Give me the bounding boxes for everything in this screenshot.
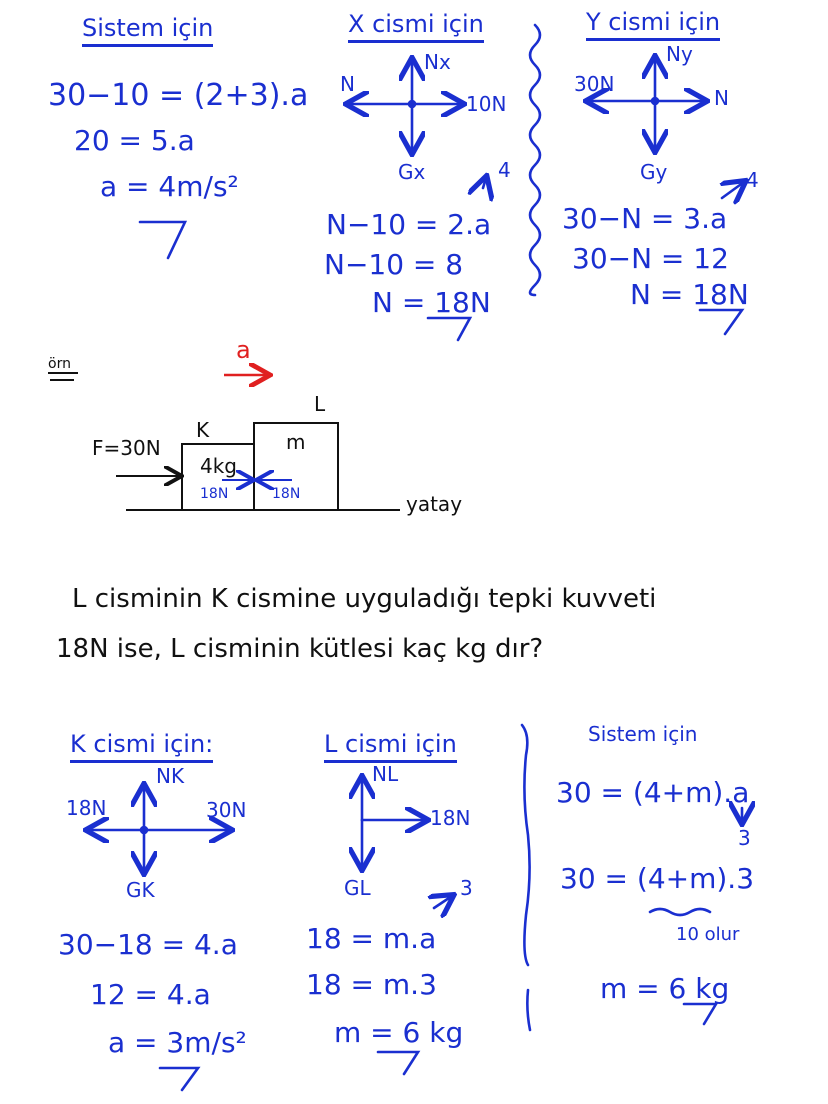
x-a-value: 4	[498, 158, 511, 182]
check-mark-icon	[428, 318, 470, 340]
question-line-2: 18N ise, L cisminin kütlesi kaç kg dır?	[56, 634, 544, 664]
system-title-top: Sistem için	[82, 14, 213, 42]
question-line-1: L cisminin K cismine uyguladığı tepki kuvveti	[72, 584, 657, 614]
system-bottom-result: m = 6 kg	[600, 972, 730, 1005]
block-k-contact-force: 18N	[200, 486, 229, 502]
x-eq-1: N−10 = 2.a	[326, 208, 492, 241]
check-mark-icon	[684, 1004, 716, 1024]
l-eq-2: 18 = m.3	[306, 968, 437, 1001]
y-force-down: Gy	[640, 160, 668, 184]
block-k-name: K	[196, 418, 210, 442]
check-mark-icon	[160, 1068, 198, 1090]
k-eq-3: a = 3m/s²	[108, 1026, 247, 1059]
x-force-down: Gx	[398, 160, 426, 184]
system-eq-1: 30−10 = (2+3).a	[48, 78, 309, 113]
x-force-up: Nx	[424, 50, 451, 74]
check-mark-icon	[378, 1052, 418, 1074]
l-force-right: 18N	[430, 806, 471, 830]
system-title-bottom: Sistem için	[588, 722, 698, 746]
ground-label: yatay	[406, 492, 463, 516]
y-a-value: 4	[746, 168, 759, 192]
y-eq-1: 30−N = 3.a	[562, 202, 728, 235]
block-l-name: L	[314, 392, 326, 416]
acceleration-label: a	[236, 336, 251, 364]
system-bottom-a-value: 3	[738, 826, 751, 850]
l-a-value: 3	[460, 876, 473, 900]
y-force-up: Ny	[666, 42, 693, 66]
k-force-right: 30N	[206, 798, 247, 822]
block-l-mass: m	[286, 430, 306, 454]
y-body-title: Y cismi için	[586, 8, 720, 36]
k-body-title: K cismi için:	[70, 730, 213, 758]
x-eq-3: N = 18N	[372, 286, 491, 319]
block-k-mass: 4kg	[200, 454, 238, 478]
k-force-left: 18N	[66, 796, 107, 820]
y-force-right: N	[714, 86, 729, 110]
example-label: örn	[48, 356, 71, 372]
y-force-left: 30N	[574, 72, 615, 96]
x-force-right: 10N	[466, 92, 507, 116]
check-mark-icon	[140, 222, 185, 258]
block-l-contact-force: 18N	[272, 486, 301, 502]
k-eq-2: 12 = 4.a	[90, 978, 211, 1011]
system-eq-3: a = 4m/s²	[100, 170, 239, 203]
l-body-title: L cismi için	[324, 730, 457, 758]
l-eq-1: 18 = m.a	[306, 922, 437, 955]
l-eq-3: m = 6 kg	[334, 1016, 464, 1049]
applied-force-label: F=30N	[92, 436, 161, 460]
l-force-down: GL	[344, 876, 371, 900]
x-body-title: X cismi için	[348, 10, 484, 38]
system-bottom-eq-1: 30 = (4+m).a	[556, 776, 750, 809]
k-force-down: GK	[126, 878, 155, 902]
k-force-up: NK	[156, 764, 185, 788]
x-force-left: N	[340, 72, 355, 96]
system-bottom-eq-2: 30 = (4+m).3	[560, 862, 755, 895]
y-eq-2: 30−N = 12	[572, 242, 729, 275]
l-force-up: NL	[372, 762, 399, 786]
check-mark-icon	[700, 310, 742, 334]
x-eq-2: N−10 = 8	[324, 248, 464, 281]
system-bottom-note: 10 olur	[676, 924, 740, 945]
system-eq-2: 20 = 5.a	[74, 124, 195, 157]
k-eq-1: 30−18 = 4.a	[58, 928, 238, 961]
y-eq-3: N = 18N	[630, 278, 749, 311]
